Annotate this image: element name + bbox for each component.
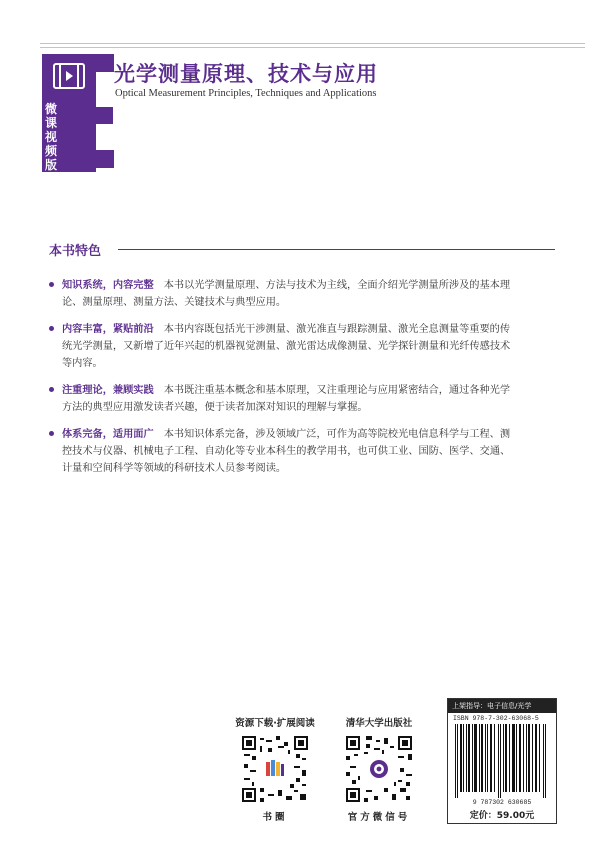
shelving-category: 上架指导：电子信息/光学 bbox=[448, 699, 556, 713]
isbn-number: ISBN 978-7-302-63068-5 bbox=[453, 715, 539, 722]
feature-body: 本书既注重基本概念和基本原理，又注重理论与应用紧密结合，通过各种光学 方法的典型应用激发读者兴趣，便于读者加深对知识的理解与掌握。 bbox=[62, 385, 511, 413]
feature-lead: 内容丰富，紧贴前沿 bbox=[62, 324, 154, 335]
feature-item bbox=[49, 426, 561, 477]
decor-square bbox=[96, 107, 113, 124]
barcode-icon bbox=[453, 724, 549, 798]
feature-lead: 知识系统，内容完整 bbox=[62, 280, 154, 291]
video-edition-label: 微 课 视 频 版 bbox=[44, 102, 57, 172]
feature-list bbox=[49, 277, 561, 487]
qr-code-icon[interactable] bbox=[346, 736, 412, 802]
feature-item bbox=[49, 277, 561, 311]
bullet-dot-icon bbox=[49, 326, 54, 331]
bullet-dot-icon bbox=[49, 282, 54, 287]
feature-item bbox=[49, 382, 561, 416]
decor-square bbox=[74, 127, 96, 149]
bullet-dot-icon bbox=[49, 431, 54, 436]
decor-square bbox=[96, 150, 114, 168]
section-heading: 本书特色 bbox=[49, 244, 102, 259]
decor-square bbox=[89, 118, 96, 125]
qr-official-wechat bbox=[333, 715, 425, 823]
qr-top-caption: 清华大学出版社 bbox=[345, 718, 413, 729]
feature-item bbox=[49, 321, 561, 372]
feature-body: 本书知识体系完备，涉及领域广泛，可作为高等院校光电信息科学与工程、测 控技术与仪器、机械电子工程、自动化等专业本科生的教学用书，也可供工业、国防、医学、交通、 计量和空间科学等领域的科研技术人员参考阅读。 bbox=[62, 429, 511, 474]
section-divider bbox=[118, 249, 555, 250]
video-play-icon bbox=[53, 63, 85, 89]
book-subtitle-english: Optical Measurement Principles, Techniques and Applications bbox=[115, 88, 377, 99]
decor-square bbox=[96, 54, 114, 72]
isbn-barcode-box bbox=[447, 698, 557, 824]
bullet-dot-icon bbox=[49, 387, 54, 392]
top-rule-1 bbox=[40, 43, 585, 44]
book-title: 光学测量原理、技术与应用 bbox=[114, 61, 378, 86]
qr-code-icon[interactable] bbox=[242, 736, 308, 802]
qr-top-caption: 资源下载·扩展阅读 bbox=[235, 718, 315, 729]
price-label: 定价：59.00元 bbox=[469, 811, 535, 821]
qr-bottom-caption: 官方微信号 bbox=[347, 812, 411, 823]
top-rule-2 bbox=[40, 47, 585, 48]
qr-resource-download bbox=[230, 715, 320, 823]
qr-bottom-caption: 书圈 bbox=[262, 812, 288, 823]
feature-lead: 注重理论，兼顾实践 bbox=[62, 385, 154, 396]
feature-body: 本书内容既包括光干涉测量、激光准直与跟踪测量、激光全息测量等重要的传 统光学测量，又新增了近年兴起的机器视觉测量、激光雷达成像测量、光学探针测量和光纤传感技术 等内容。 bbox=[62, 324, 511, 369]
feature-body: 本书以光学测量原理、方法与技术为主线，全面介绍光学测量所涉及的基本理 论、测量原理、测量方法、关键技术与典型应用。 bbox=[62, 280, 511, 308]
barcode-digits: 9 787302 630685 bbox=[472, 799, 532, 806]
feature-lead: 体系完备，适用面广 bbox=[62, 429, 154, 440]
